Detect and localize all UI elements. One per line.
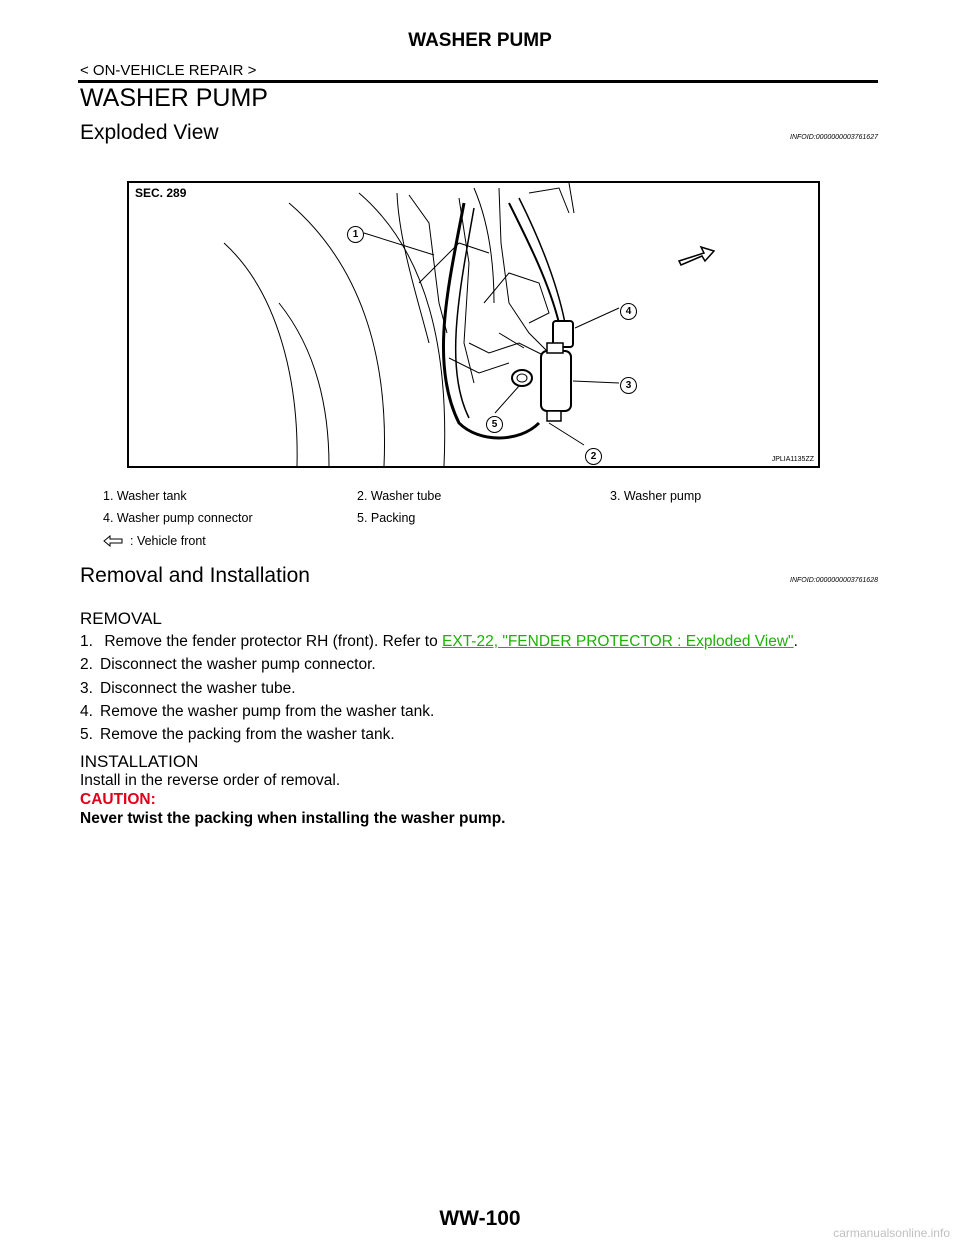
removal-step-1: 1. Remove the fender protector RH (front). Refer to EXT-22, "FENDER PROTECTOR : Exploded View".	[80, 633, 798, 650]
installation-text: Install in the reverse order of removal.	[80, 772, 341, 789]
legend-item-3: 3. Washer pump	[610, 489, 702, 503]
callout-2: 2	[585, 446, 602, 465]
header-divider	[78, 80, 878, 83]
removal-installation-infoid: INFOID:0000000003761628	[790, 577, 878, 584]
removal-step-2: 2. Disconnect the washer pump connector.	[80, 656, 376, 673]
legend-item-2: 2. Washer tube	[357, 489, 442, 503]
vehicle-front-arrow-icon	[103, 534, 123, 552]
caution-label: CAUTION:	[80, 791, 156, 808]
removal-step-3: 3. Disconnect the washer tube.	[80, 680, 296, 697]
legend-item-4: 4. Washer pump connector	[103, 511, 253, 525]
fender-protector-link[interactable]: EXT-22, "FENDER PROTECTOR : Exploded View"	[442, 633, 794, 650]
page-header-subtitle: < ON-VEHICLE REPAIR >	[80, 62, 257, 79]
figure-section-label: SEC. 289	[135, 186, 187, 200]
callout-4: 4	[620, 301, 637, 320]
legend-item-5: 5. Packing	[357, 511, 416, 525]
page-header-title: WASHER PUMP	[408, 30, 552, 51]
removal-title: REMOVAL	[80, 609, 162, 628]
watermark: carmanualsonline.info	[833, 1226, 950, 1240]
caution-text: Never twist the packing when installing the washer pump.	[80, 810, 506, 827]
exploded-view-illustration	[129, 183, 818, 466]
callout-1: 1	[347, 224, 364, 243]
removal-step-4: 4. Remove the washer pump from the washer tank.	[80, 703, 435, 720]
exploded-view-figure	[127, 181, 820, 468]
exploded-view-heading: Exploded View	[80, 121, 219, 144]
legend-item-1: 1. Washer tank	[103, 489, 187, 503]
removal-step-5: 5. Remove the packing from the washer tank.	[80, 726, 395, 743]
figure-id: JPLIA1135ZZ	[771, 456, 814, 463]
legend-vehicle-front: : Vehicle front	[130, 534, 206, 548]
callout-3: 3	[620, 375, 637, 394]
installation-title: INSTALLATION	[80, 752, 199, 771]
removal-installation-heading: Removal and Installation	[80, 564, 310, 587]
exploded-view-infoid: INFOID:0000000003761627	[790, 134, 878, 141]
section-title: WASHER PUMP	[80, 84, 268, 112]
callout-5: 5	[486, 414, 503, 433]
page-number: WW-100	[439, 1207, 521, 1230]
